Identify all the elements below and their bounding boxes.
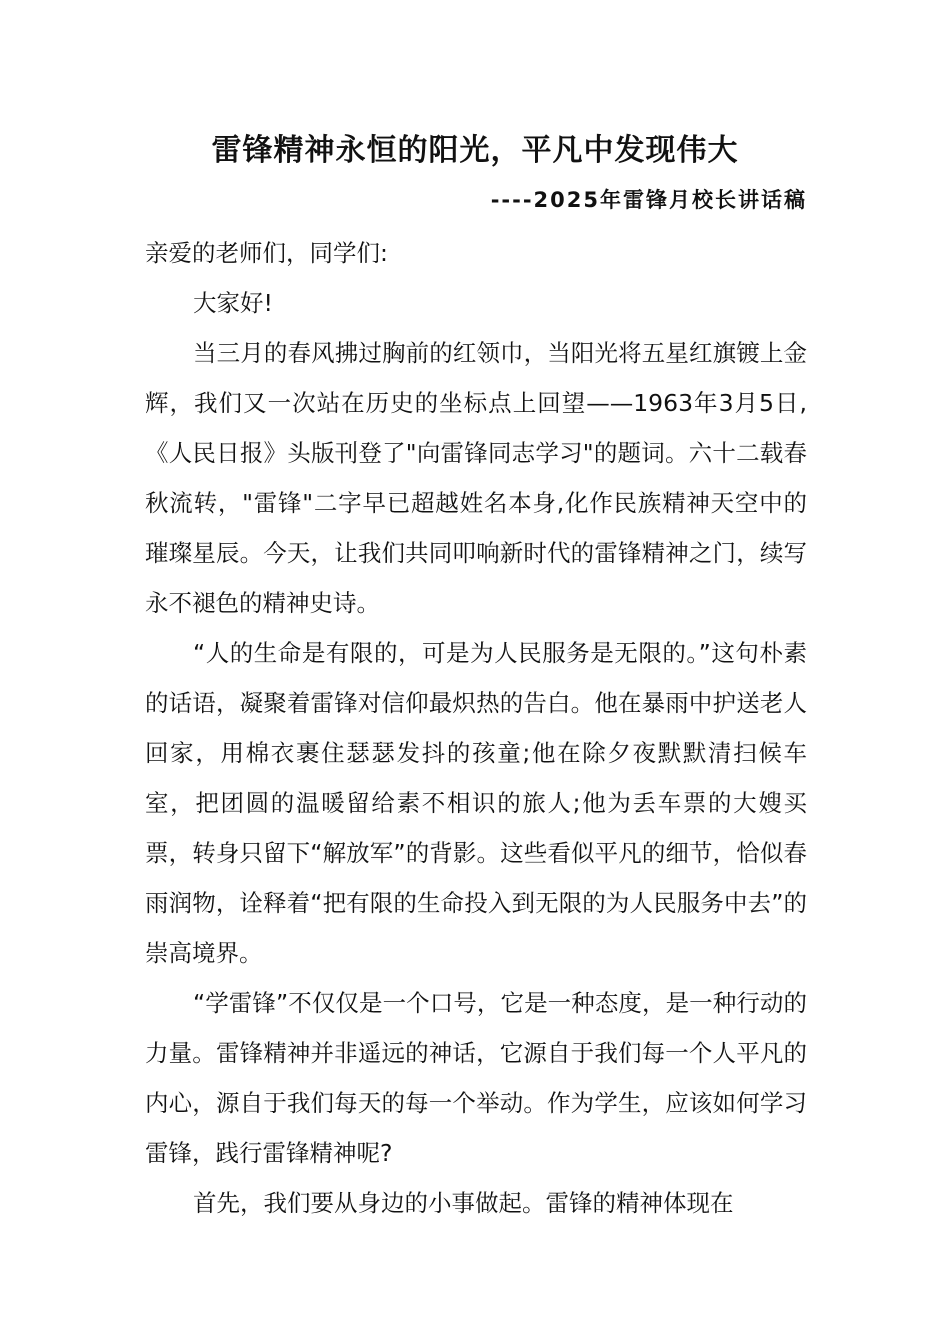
document-subtitle: ----2025年雷锋月校长讲话稿 bbox=[490, 188, 807, 212]
body-paragraph: 当三月的春风拂过胸前的红领巾，当阳光将五星红旗镀上金辉，我们又一次站在历史的坐标点上回望——1963年3月5日,《人民日报》头版刊登了"向雷锋同志学习"的题词。六十二载春秋流转，"雷锋"二字早已超越姓名本身,化作民族精神天空中的璀璨星辰。今天，让我们共同叩响新时代的雷锋精神之门，续写永不褪色的精神史诗。 bbox=[145, 339, 807, 617]
body-paragraph: “学雷锋”不仅仅是一个口号，它是一种态度，是一种行动的力量。雷锋精神并非遥远的神话，它源自于我们每一个人平凡的内心，源自于我们每天的每一个举动。作为学生，应该如何学习雷锋，践行雷锋精神呢? bbox=[145, 989, 807, 1167]
body-paragraph: 首先，我们要从身边的小事做起。雷锋的精神体现在 bbox=[193, 1189, 734, 1217]
document-body bbox=[145, 228, 807, 1228]
body-paragraph: 大家好! bbox=[193, 289, 273, 317]
greeting-line: 亲爱的老师们，同学们: bbox=[145, 239, 388, 267]
document-title: 雷锋精神永恒的阳光，平凡中发现伟大 bbox=[211, 133, 739, 168]
body-paragraph: “人的生命是有限的，可是为人民服务是无限的。”这句朴素的话语，凝聚着雷锋对信仰最炽热的告白。他在暴雨中护送老人回家，用棉衣裹住瑟瑟发抖的孩童;他在除夕夜默默清扫候车室，把团圆的温暖留给素不相识的旅人;他为丢车票的大嫂买票，转身只留下“解放军”的背影。这些看似平凡的细节，恰似春雨润物，诠释着“把有限的生命投入到无限的为人民服务中去”的崇高境界。 bbox=[145, 639, 807, 967]
